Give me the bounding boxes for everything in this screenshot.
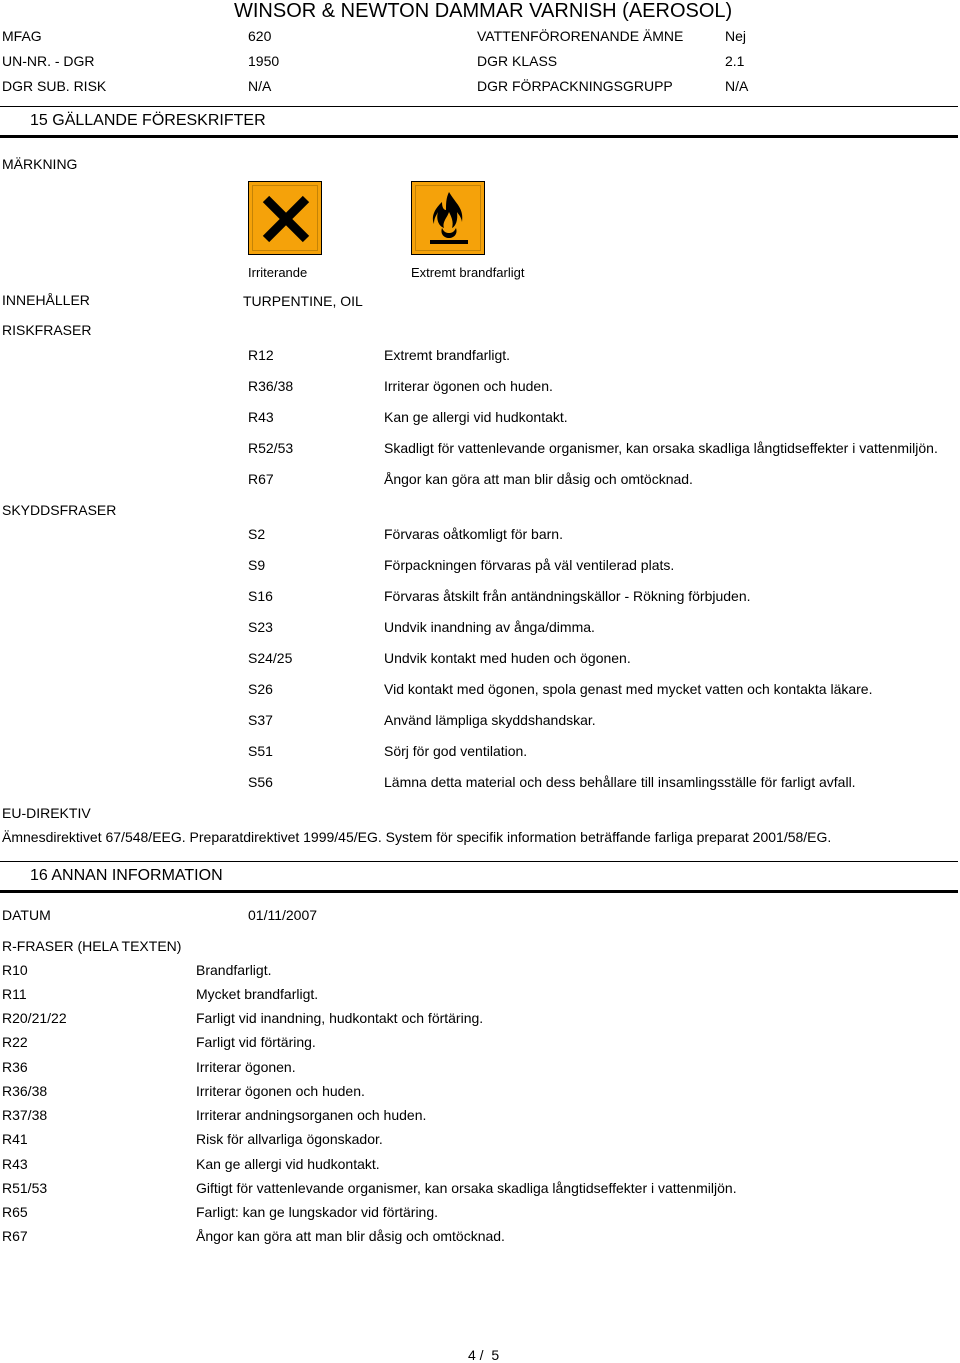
safety-code: S23 (248, 619, 273, 635)
date-value: 01/11/2007 (248, 907, 318, 923)
contains-value: TURPENTINE, OIL (243, 293, 363, 309)
safety-text: Lämna detta material och dess behållare till insamlingsställe för farligt avfall. (384, 774, 856, 790)
r-full-text: Farligt: kan ge lungskador vid förtäring. (196, 1204, 439, 1220)
flame-icon (411, 181, 485, 255)
r-full-code: R36/38 (2, 1083, 48, 1099)
safety-code: S24/25 (248, 650, 293, 666)
header-pollutant-label: VATTENFÖRORENANDE ÄMNE (477, 28, 684, 44)
safety-code: S26 (248, 681, 273, 697)
header-packgroup-label: DGR FÖRPACKNINGSGRUPP (477, 78, 673, 94)
header-subrisk-label: DGR SUB. RISK (2, 78, 107, 94)
risk-text: Extremt brandfarligt. (384, 347, 511, 363)
safety-code: S56 (248, 774, 273, 790)
risk-code: R36/38 (248, 378, 294, 394)
header-mfag-label: MFAG (2, 28, 42, 44)
safety-code: S16 (248, 588, 273, 604)
r-full-code: R10 (2, 962, 28, 978)
safety-text: Förvaras oåtkomligt för barn. (384, 526, 563, 542)
section-16-title: 16 ANNAN INFORMATION (30, 867, 223, 884)
risk-text: Kan ge allergi vid hudkontakt. (384, 409, 568, 425)
r-full-text: Risk för allvarliga ögonskador. (196, 1131, 383, 1147)
r-full-code: R36 (2, 1059, 28, 1075)
header-packgroup-value: N/A (725, 78, 749, 94)
r-full-code: R67 (2, 1228, 28, 1244)
r-full-text: Farligt vid inandning, hudkontakt och förtäring. (196, 1010, 484, 1026)
r-full-text: Farligt vid förtäring. (196, 1034, 316, 1050)
r-full-code: R51/53 (2, 1180, 48, 1196)
safety-code: S37 (248, 712, 273, 728)
header-mfag-value: 620 (248, 28, 272, 44)
section-15-header (0, 106, 958, 136)
r-full-code: R43 (2, 1156, 28, 1172)
r-full-code: R11 (2, 986, 27, 1002)
safety-text: Förvaras åtskilt från antändningskällor - Rökning förbjuden. (384, 588, 751, 604)
r-full-text: Giftigt för vattenlevande organismer, kan orsaka skadliga långtidseffekter i vattenmiljön. (196, 1180, 737, 1196)
safety-text: Använd lämpliga skyddshandskar. (384, 712, 596, 728)
r-phrases-full-label: R-FRASER (HELA TEXTEN) (2, 938, 182, 954)
header-class-value: 2.1 (725, 53, 745, 69)
marking-label: MÄRKNING (2, 156, 78, 172)
pictogram-caption-flammable: Extremt brandfarligt (411, 265, 525, 280)
document-title: WINSOR & NEWTON DAMMAR VARNISH (AEROSOL) (234, 0, 733, 22)
safety-text: Undvik inandning av ånga/dimma. (384, 619, 595, 635)
safety-phrases-label: SKYDDSFRASER (2, 502, 117, 518)
r-full-text: Irriterar ögonen. (196, 1059, 296, 1075)
eu-directive-label: EU-DIREKTIV (2, 805, 91, 821)
r-full-text: Brandfarligt. (196, 962, 272, 978)
risk-text: Ångor kan göra att man blir dåsig och omtöcknad. (384, 471, 693, 487)
risk-text: Irriterar ögonen och huden. (384, 378, 553, 394)
safety-text: Förpackningen förvaras på väl ventilerad plats. (384, 557, 675, 573)
contains-label: INNEHÅLLER (2, 292, 90, 308)
safety-text: Sörj för god ventilation. (384, 743, 528, 759)
risk-phrases-label: RISKFRASER (2, 322, 92, 338)
risk-code: R67 (248, 471, 274, 487)
r-full-text: Irriterar ögonen och huden. (196, 1083, 365, 1099)
r-full-code: R20/21/22 (2, 1010, 67, 1026)
header-un-label: UN-NR. - DGR (2, 53, 95, 69)
safety-code: S2 (248, 526, 266, 542)
r-full-text: Irriterar andningsorganen och huden. (196, 1107, 427, 1123)
safety-code: S51 (248, 743, 273, 759)
section-16-header (0, 861, 958, 891)
r-full-code: R41 (2, 1131, 28, 1147)
r-full-code: R22 (2, 1034, 28, 1050)
r-full-text: Mycket brandfarligt. (196, 986, 319, 1002)
r-full-code: R65 (2, 1204, 28, 1220)
date-label: DATUM (2, 907, 51, 923)
safety-text: Vid kontakt med ögonen, spola genast med mycket vatten och kontakta läkare. (384, 681, 873, 697)
risk-code: R52/53 (248, 440, 294, 456)
r-full-text: Kan ge allergi vid hudkontakt. (196, 1156, 380, 1172)
header-pollutant-value: Nej (725, 28, 747, 44)
risk-code: R12 (248, 347, 274, 363)
eu-directive-text: Ämnesdirektivet 67/548/EEG. Preparatdirektivet 1999/45/EG. System för specifik information beträffande farliga preparat 2001/58/EG. (2, 829, 832, 845)
irritant-x-icon (248, 181, 322, 255)
r-full-code: R37/38 (2, 1107, 48, 1123)
header-class-label: DGR KLASS (477, 53, 558, 69)
pictogram-caption-irritant: Irriterande (248, 265, 308, 280)
safety-text: Undvik kontakt med huden och ögonen. (384, 650, 631, 666)
risk-code: R43 (248, 409, 274, 425)
header-un-value: 1950 (248, 53, 280, 69)
page-number: 4 / 5 (468, 1347, 500, 1363)
r-full-text: Ångor kan göra att man blir dåsig och omtöcknad. (196, 1228, 505, 1244)
risk-text: Skadligt för vattenlevande organismer, kan orsaka skadliga långtidseffekter i vattenmiljön. (384, 440, 938, 456)
header-subrisk-value: N/A (248, 78, 272, 94)
safety-code: S9 (248, 557, 266, 573)
section-15-title: 15 GÄLLANDE FÖRESKRIFTER (30, 112, 266, 129)
